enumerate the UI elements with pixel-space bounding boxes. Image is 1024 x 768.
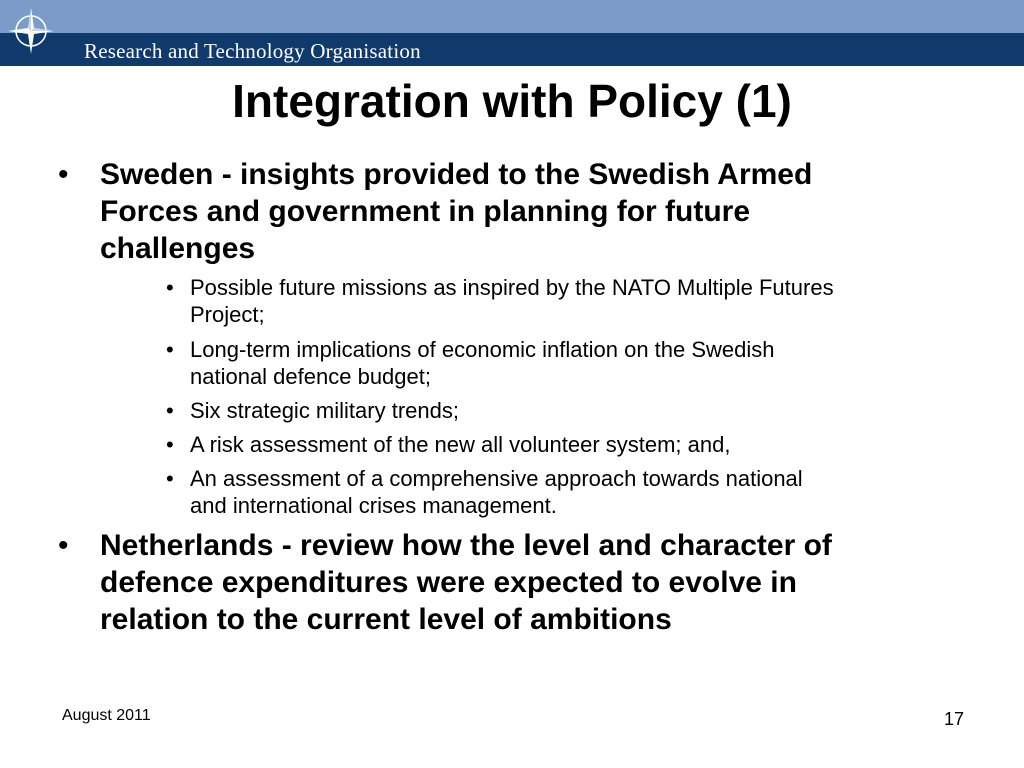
footer-date: August 2011 <box>62 707 151 724</box>
sub-bullet-risk <box>166 431 731 458</box>
sub-bullet-dot: • <box>166 432 174 457</box>
sub-bullet-line: and international crises management. <box>190 493 557 518</box>
organisation-name: Research and Technology Organisation <box>84 39 421 63</box>
slide-title: Integration with Policy (1) <box>232 75 792 127</box>
header-banner <box>0 0 1024 66</box>
sub-bullet-line: Long-term implications of economic inflation on the Swedish <box>190 337 775 362</box>
bullet-line: defence expenditures were expected to evolve in <box>100 566 797 599</box>
sub-bullet-inflation <box>166 336 775 390</box>
sub-bullet-line: A risk assessment of the new all volunteer system; and, <box>190 432 731 457</box>
nato-compass-star-icon <box>6 6 56 56</box>
bullet-dot: • <box>58 158 69 191</box>
sub-bullet-line: Project; <box>190 302 265 327</box>
bullet-line: Netherlands - review how the level and character of <box>100 529 832 562</box>
header-band-light <box>0 0 1024 33</box>
sub-bullet-trends <box>166 397 459 424</box>
sub-bullet-line: An assessment of a comprehensive approach towards national <box>190 466 803 491</box>
sub-bullet-dot: • <box>166 275 174 300</box>
sub-bullet-comprehensive <box>166 465 803 519</box>
bullet-dot: • <box>58 529 69 562</box>
bullet-line: Forces and government in planning for future <box>100 195 751 228</box>
slide-number: 17 <box>944 709 965 729</box>
sub-bullet-dot: • <box>166 337 174 362</box>
bullet-line: Sweden - insights provided to the Swedish Armed <box>100 158 813 191</box>
bullet-sweden <box>58 156 813 267</box>
sub-bullet-missions <box>166 274 834 328</box>
sub-bullet-line: Possible future missions as inspired by the NATO Multiple Futures <box>190 275 834 300</box>
sub-bullet-line: Six strategic military trends; <box>190 398 459 423</box>
bullet-line: challenges <box>100 232 256 265</box>
sub-bullet-dot: • <box>166 398 174 423</box>
sub-bullet-line: national defence budget; <box>190 364 431 389</box>
bullet-netherlands <box>58 527 832 638</box>
bullet-line: relation to the current level of ambitions <box>100 603 672 636</box>
sub-bullet-dot: • <box>166 466 174 491</box>
